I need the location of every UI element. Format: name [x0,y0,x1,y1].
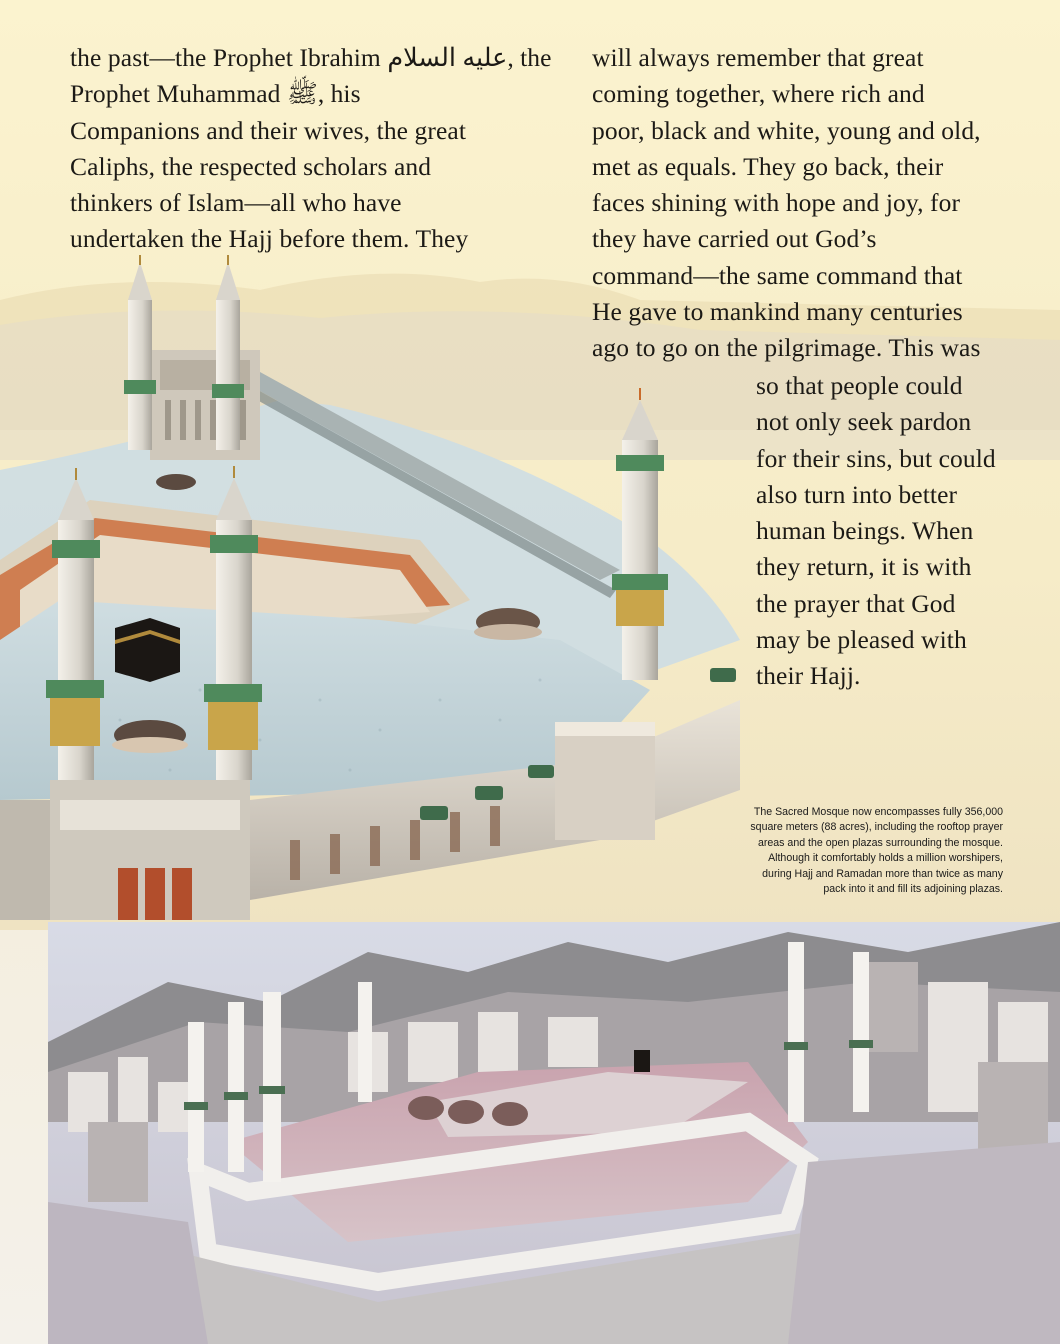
text-line: ago to go on the pilgrimage. This was [592,333,981,363]
text-line: also turn into better [756,479,958,509]
text-line: the prayer that God [756,588,956,618]
text-line: not only seek pardon [756,407,972,437]
text-line: He gave to mankind many centuries [592,297,963,327]
text-line: undertaken the Hajj before them. They [70,224,469,254]
text-line: Caliphs, the respected scholars and [70,151,432,181]
text-line: faces shining with hope and joy, for [592,188,961,218]
text-line: coming together, where rich and [592,79,925,109]
text-line: poor, black and white, young and old, [592,115,981,145]
text-line: human beings. When [756,516,974,546]
text-line: for their sins, but could [756,443,996,473]
text-line: Companions and their wives, the great [70,115,467,145]
photo-caption [673,805,1003,897]
body-text-right-narrow-column [756,368,996,695]
text-line: met as equals. They go back, their [592,151,944,181]
text-line: they have carried out God’s [592,224,877,254]
text-line: may be pleased with [756,625,967,655]
text-line: the past—the Prophet Ibrahim عليه السلام, the [70,43,552,72]
caption-line: areas and the open plazas surrounding the mosque. [757,836,1003,849]
mosque-aerial-photo [48,922,1060,1344]
caption-line: during Hajj and Ramadan more than twice as many [762,867,1003,880]
text-line: they return, it is with [756,552,972,582]
body-text-left-column [70,40,552,258]
text-line: thinkers of Islam—all who have [70,188,402,218]
text-line: so that people could [756,371,963,400]
text-line: their Hajj. [756,661,861,691]
body-text-right-column [592,40,981,367]
caption-line: Although it comfortably holds a million worshipers, [768,852,1003,865]
text-line: will always remember that great [592,43,924,72]
text-line: command—the same command that [592,260,963,290]
caption-line: square meters (88 acres), including the rooftop prayer [750,821,1003,834]
caption-line: pack into it and fill its adjoining plazas. [823,883,1003,896]
text-line: Prophet Muhammad ﷺ, his [70,79,361,109]
caption-line: The Sacred Mosque now encompasses fully 356,000 [753,806,1003,818]
